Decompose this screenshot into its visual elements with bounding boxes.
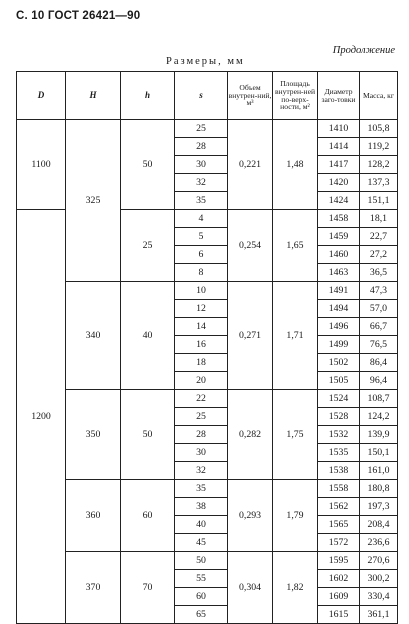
mass-value: 47,3	[360, 282, 398, 300]
blank-diameter-value: 1602	[318, 570, 360, 588]
h-value-lower: 25	[121, 210, 175, 282]
blank-diameter-value: 1595	[318, 552, 360, 570]
s-value: 65	[175, 606, 228, 624]
s-value: 50	[175, 552, 228, 570]
table-row	[17, 390, 398, 408]
mass-value: 27,2	[360, 246, 398, 264]
mass-value: 300,2	[360, 570, 398, 588]
col-blank-diameter: Диаметр заго-товки	[318, 72, 360, 120]
blank-diameter-value: 1420	[318, 174, 360, 192]
h-value-lower: 60	[121, 480, 175, 552]
col-area: Площадь внутрен-ней по-верх-ности, м²	[273, 72, 318, 120]
table-row	[17, 120, 398, 138]
s-value: 40	[175, 516, 228, 534]
mass-value: 208,4	[360, 516, 398, 534]
sizes-caption: Размеры, мм	[166, 56, 245, 67]
mass-value: 96,4	[360, 372, 398, 390]
h-value-lower: 40	[121, 282, 175, 390]
mass-value: 119,2	[360, 138, 398, 156]
h-value-upper: 340	[66, 282, 121, 390]
blank-diameter-value: 1615	[318, 606, 360, 624]
s-value: 5	[175, 228, 228, 246]
col-h: h	[121, 72, 175, 120]
mass-value: 150,1	[360, 444, 398, 462]
s-value: 20	[175, 372, 228, 390]
mass-value: 18,1	[360, 210, 398, 228]
table-body	[17, 120, 398, 624]
s-value: 60	[175, 588, 228, 606]
blank-diameter-value: 1558	[318, 480, 360, 498]
volume-value: 0,254	[228, 210, 273, 282]
mass-value: 270,6	[360, 552, 398, 570]
volume-value: 0,221	[228, 120, 273, 210]
s-value: 30	[175, 156, 228, 174]
s-value: 55	[175, 570, 228, 588]
blank-diameter-value: 1459	[318, 228, 360, 246]
continuation-label: Продолжение	[332, 45, 395, 56]
col-s: s	[175, 72, 228, 120]
table-row	[17, 282, 398, 300]
blank-diameter-value: 1538	[318, 462, 360, 480]
h-value-lower: 70	[121, 552, 175, 624]
s-value: 45	[175, 534, 228, 552]
blank-diameter-value: 1535	[318, 444, 360, 462]
blank-diameter-value: 1491	[318, 282, 360, 300]
blank-diameter-value: 1609	[318, 588, 360, 606]
mass-value: 76,5	[360, 336, 398, 354]
blank-diameter-value: 1460	[318, 246, 360, 264]
mass-value: 139,9	[360, 426, 398, 444]
s-value: 14	[175, 318, 228, 336]
s-value: 38	[175, 498, 228, 516]
volume-value: 0,293	[228, 480, 273, 552]
h-value-upper: 350	[66, 390, 121, 480]
col-mass: Масса, кг	[360, 72, 398, 120]
blank-diameter-value: 1496	[318, 318, 360, 336]
blank-diameter-value: 1524	[318, 390, 360, 408]
mass-value: 66,7	[360, 318, 398, 336]
s-value: 28	[175, 426, 228, 444]
col-H: H	[66, 72, 121, 120]
blank-diameter-value: 1463	[318, 264, 360, 282]
s-value: 25	[175, 120, 228, 138]
volume-value: 0,282	[228, 390, 273, 480]
volume-value: 0,271	[228, 282, 273, 390]
area-value: 1,48	[273, 120, 318, 210]
mass-value: 128,2	[360, 156, 398, 174]
d-value: 1100	[17, 120, 66, 210]
area-value: 1,71	[273, 282, 318, 390]
blank-diameter-value: 1417	[318, 156, 360, 174]
mass-value: 161,0	[360, 462, 398, 480]
h-value-lower: 50	[121, 120, 175, 210]
blank-diameter-value: 1410	[318, 120, 360, 138]
area-value: 1,79	[273, 480, 318, 552]
s-value: 10	[175, 282, 228, 300]
page-header: С. 10 ГОСТ 26421—90	[16, 10, 141, 22]
s-value: 16	[175, 336, 228, 354]
blank-diameter-value: 1532	[318, 426, 360, 444]
blank-diameter-value: 1494	[318, 300, 360, 318]
s-value: 28	[175, 138, 228, 156]
mass-value: 361,1	[360, 606, 398, 624]
area-value: 1,82	[273, 552, 318, 624]
mass-value: 124,2	[360, 408, 398, 426]
mass-value: 180,8	[360, 480, 398, 498]
d-value: 1200	[17, 210, 66, 624]
s-value: 12	[175, 300, 228, 318]
mass-value: 86,4	[360, 354, 398, 372]
h-value-lower: 50	[121, 390, 175, 480]
dimensions-table	[16, 71, 398, 624]
h-value-upper: 325	[66, 120, 121, 282]
blank-diameter-value: 1565	[318, 516, 360, 534]
mass-value: 108,7	[360, 390, 398, 408]
s-value: 8	[175, 264, 228, 282]
s-value: 4	[175, 210, 228, 228]
volume-value: 0,304	[228, 552, 273, 624]
table-header-row	[17, 72, 398, 120]
mass-value: 330,4	[360, 588, 398, 606]
col-D: D	[17, 72, 66, 120]
s-value: 6	[175, 246, 228, 264]
blank-diameter-value: 1499	[318, 336, 360, 354]
s-value: 30	[175, 444, 228, 462]
blank-diameter-value: 1562	[318, 498, 360, 516]
s-value: 25	[175, 408, 228, 426]
mass-value: 22,7	[360, 228, 398, 246]
s-value: 35	[175, 192, 228, 210]
h-value-upper: 370	[66, 552, 121, 624]
blank-diameter-value: 1528	[318, 408, 360, 426]
mass-value: 236,6	[360, 534, 398, 552]
mass-value: 36,5	[360, 264, 398, 282]
table-row	[17, 480, 398, 498]
blank-diameter-value: 1502	[318, 354, 360, 372]
area-value: 1,65	[273, 210, 318, 282]
area-value: 1,75	[273, 390, 318, 480]
blank-diameter-value: 1505	[318, 372, 360, 390]
s-value: 35	[175, 480, 228, 498]
blank-diameter-value: 1458	[318, 210, 360, 228]
mass-value: 197,3	[360, 498, 398, 516]
s-value: 22	[175, 390, 228, 408]
s-value: 32	[175, 174, 228, 192]
blank-diameter-value: 1572	[318, 534, 360, 552]
blank-diameter-value: 1414	[318, 138, 360, 156]
s-value: 32	[175, 462, 228, 480]
mass-value: 151,1	[360, 192, 398, 210]
h-value-upper: 360	[66, 480, 121, 552]
col-volume: Объем внутрен-ний, м³	[228, 72, 273, 120]
mass-value: 137,3	[360, 174, 398, 192]
blank-diameter-value: 1424	[318, 192, 360, 210]
mass-value: 105,8	[360, 120, 398, 138]
mass-value: 57,0	[360, 300, 398, 318]
s-value: 18	[175, 354, 228, 372]
table-row	[17, 552, 398, 570]
